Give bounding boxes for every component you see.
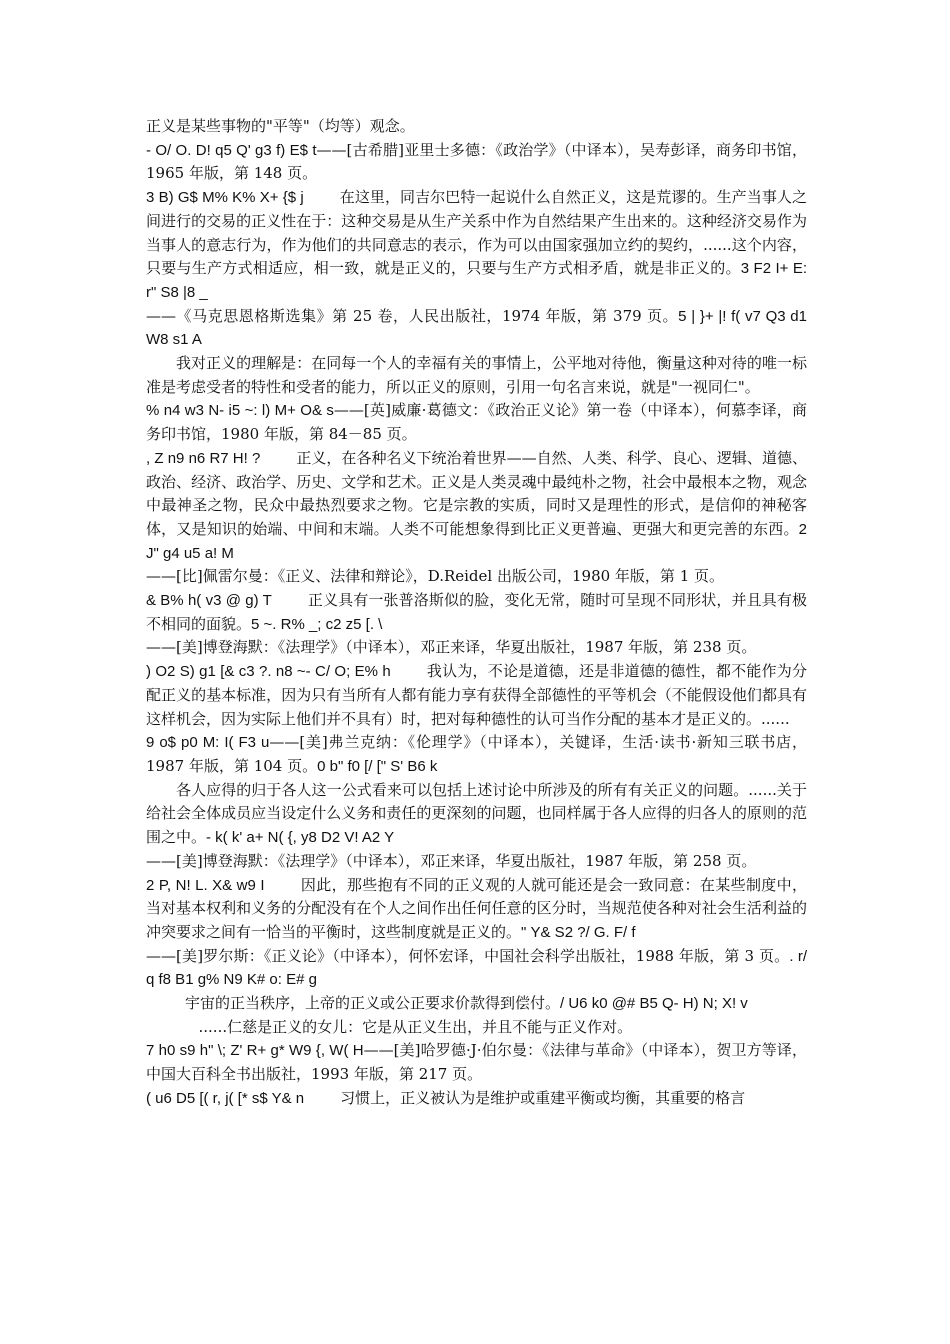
body-text: 习惯上，正义被认为是维护或重建平衡或均衡，其重要的格言 xyxy=(340,1088,746,1107)
citation-perelman xyxy=(146,565,807,589)
body-text: 我认为，不论是道德，还是非道德的德性，都不能作为分配正义的基本标准，因为只有当所有人都有能力享有获得全部德性的平等机会（不能假设他们都具有这样机会，因为实际上他们并不具有）时，把对每种德性的认可当作分配的基本才是正义的。...... xyxy=(146,662,807,728)
paragraph-1 xyxy=(146,115,807,139)
noise-prefix: & B% h( v3 @ g) T xyxy=(146,592,272,610)
noise-suffix: 0 b" f0 [/ [" S' B6 k xyxy=(317,757,438,775)
paragraph-rawls xyxy=(146,874,807,945)
body-text: 各人应得的归于各人这一公式看来可以包括上述讨论中所涉及的所有有关正义的问题。......关于给社会全体成员应当设定什么义务和责任的更深刻的问题，也同样属于各人应得的归各人的原则的范围之中。 xyxy=(146,780,807,847)
citation-marx xyxy=(146,305,807,352)
paragraph-perelman xyxy=(146,447,807,566)
paragraph-godwin xyxy=(146,352,807,399)
noise-suffix: 2 J" g4 u5 a! M xyxy=(146,520,807,562)
noise-suffix: . r/ q f8 B1 g% N9 K# o: E# g xyxy=(146,947,807,989)
noise-suffix: - k( k' a+ N( {, y8 D2 V! A2 Y xyxy=(206,829,395,847)
paragraph-berman-2 xyxy=(146,1016,807,1040)
noise-suffix: 5 | }+ |! f( v7 Q3 d1 W8 s1 A xyxy=(146,307,807,349)
paragraph-bodenheimer-2 xyxy=(146,779,807,850)
citation-text: ——[美]哈罗德·J·伯尔曼：《法律与革命》（中译本），贺卫方等译，中国大百科全书出版社，1993 年版，第 217 页。 xyxy=(146,1041,807,1084)
body-text: 宇宙的正当秩序，上帝的正义或公正要求价款得到偿付。 xyxy=(185,994,561,1013)
citation-bodenheimer-1 xyxy=(146,636,807,660)
body-text: 因此，那些抱有不同的正义观的人就可能还是会一致同意：在某些制度中，当对基本权利和义务的分配没有在个人之间作出任何任意的区分时，当规范使各种对社会生活利益的冲突要求之间有一恰当的平衡时，这些制度就是正义的。 xyxy=(146,875,807,941)
citation-godwin xyxy=(146,399,807,446)
paragraph-berman-1 xyxy=(146,992,807,1016)
citation-text: ——[美]博登海默：《法理学》（中译本），邓正来译，华夏出版社，1987 年版，第 238 页。 xyxy=(146,638,757,657)
noise-suffix: 3 F2 I+ E: r" S8 |8 _ xyxy=(146,260,807,301)
body-text: 正义，在各种名义下统治着世界——自然、人类、科学、良心、逻辑、道德、政治、经济、政治学、历史、文学和艺术。正义是人类灵魂中最纯朴之物，社会中最根本之物，观念中最神圣之物，民众中最热烈要求之物。它是宗教的实质，同时又是理性的形式，是信仰的神秘客体，又是知识的始端、中间和末端。人类不可能想象得到比正义更普遍、更强大和更完善的东西。 xyxy=(146,448,807,538)
noise-prefix: 9 o$ p0 M: I( F3 u xyxy=(146,734,270,752)
body-text: 我对正义的理解是：在同每一个人的幸福有关的事情上，公平地对待他，衡量这种对待的唯一标准是考虑受者的特性和受者的能力，所以正义的原则，引用一句名言来说，就是"一视同仁"。 xyxy=(146,354,807,396)
paragraph-frankena xyxy=(146,660,807,731)
noise-prefix: ( u6 D5 [( r, j( [* s$ Y& n xyxy=(146,1089,305,1107)
citation-bodenheimer-2 xyxy=(146,850,807,874)
citation-text: ——[古希腊]亚里士多德：《政治学》（中译本），吴寿彭译，商务印书馆，1965 年版，第 148 页。 xyxy=(146,140,807,183)
noise-prefix: ) O2 S) g1 [& c3 ?. n8 ~- C/ O; E% h xyxy=(146,663,391,681)
citation-aristotle xyxy=(146,139,807,186)
citation-berman xyxy=(146,1039,807,1086)
citation-text: ——《马克思恩格斯选集》第 25 卷，人民出版社，1974 年版，第 379 页。 xyxy=(146,306,679,325)
noise-suffix: / U6 k0 @# B5 Q- H) N; X! v xyxy=(560,995,748,1013)
noise-prefix: 7 h0 s9 h" \; Z' R+ g* W9 {, W( H xyxy=(146,1042,364,1060)
body-text: ......仁慈是正义的女儿：它是从正义生出，并且不能与正义作对。 xyxy=(198,1017,633,1036)
noise-prefix: 2 P, N! L. X& w9 I xyxy=(146,876,265,894)
citation-text: ——[英]威廉·葛德文：《政治正义论》第一卷（中译本），何慕李译，商务印书馆，1980 年版，第 84－85 页。 xyxy=(146,401,808,444)
body-text: 正义是某些事物的"平等"（均等）观念。 xyxy=(146,117,415,135)
paragraph-last xyxy=(146,1087,807,1111)
citation-rawls xyxy=(146,945,807,992)
body-text: 正义具有一张普洛斯似的脸，变化无常，随时可呈现不同形状，并且具有极不相同的面貌。 xyxy=(146,591,807,633)
paragraph-marx xyxy=(146,186,807,305)
noise-suffix: " Y& S2 ?/ G. F/ f xyxy=(521,923,636,941)
citation-text: ——[美]弗兰克纳：《伦理学》（中译本），关键译，生活·读书·新知三联书店，1987 年版，第 104 页。 xyxy=(146,733,807,775)
noise-suffix: 5 ~. R% _; c2 z5 [. \ xyxy=(251,615,383,633)
noise-prefix: 3 B) G$ M% K% X+ {$ j xyxy=(146,189,304,207)
citation-text: ——[美]博登海默：《法理学》（中译本），邓正来译，华夏出版社，1987 年版，第 258 页。 xyxy=(146,851,757,870)
noise-prefix: , Z n9 n6 R7 H! ? xyxy=(146,449,261,467)
citation-text: ——[比]佩雷尔曼：《正义、法律和辩论》，D.Reidel 出版公司，1980 年版，第 1 页。 xyxy=(146,567,725,586)
noise-prefix: - O/ O. D! q5 Q' g3 f) E$ t xyxy=(146,141,317,159)
paragraph-bodenheimer-1 xyxy=(146,589,807,636)
body-text: 在这里，同吉尔巴特一起说什么自然正义，这是荒谬的。生产当事人之间进行的交易的正义性在于：这种交易是从生产关系中作为自然结果产生出来的。这种经济交易作为当事人的意志行为，作为他们的共同意志的表示，作为可以由国家强加立约的契约，......这个内容，只要与生产方式相适应，相一致，就是正义的，只要与生产方式相矛盾，就是非正义的。 xyxy=(146,188,807,278)
citation-frankena xyxy=(146,731,807,778)
noise-prefix: % n4 w3 N- i5 ~: l) M+ O& s xyxy=(146,402,334,420)
citation-text: ——[美]罗尔斯：《正义论》（中译本），何怀宏译，中国社会科学出版社，1988 年版，第 3 页。 xyxy=(146,946,790,965)
